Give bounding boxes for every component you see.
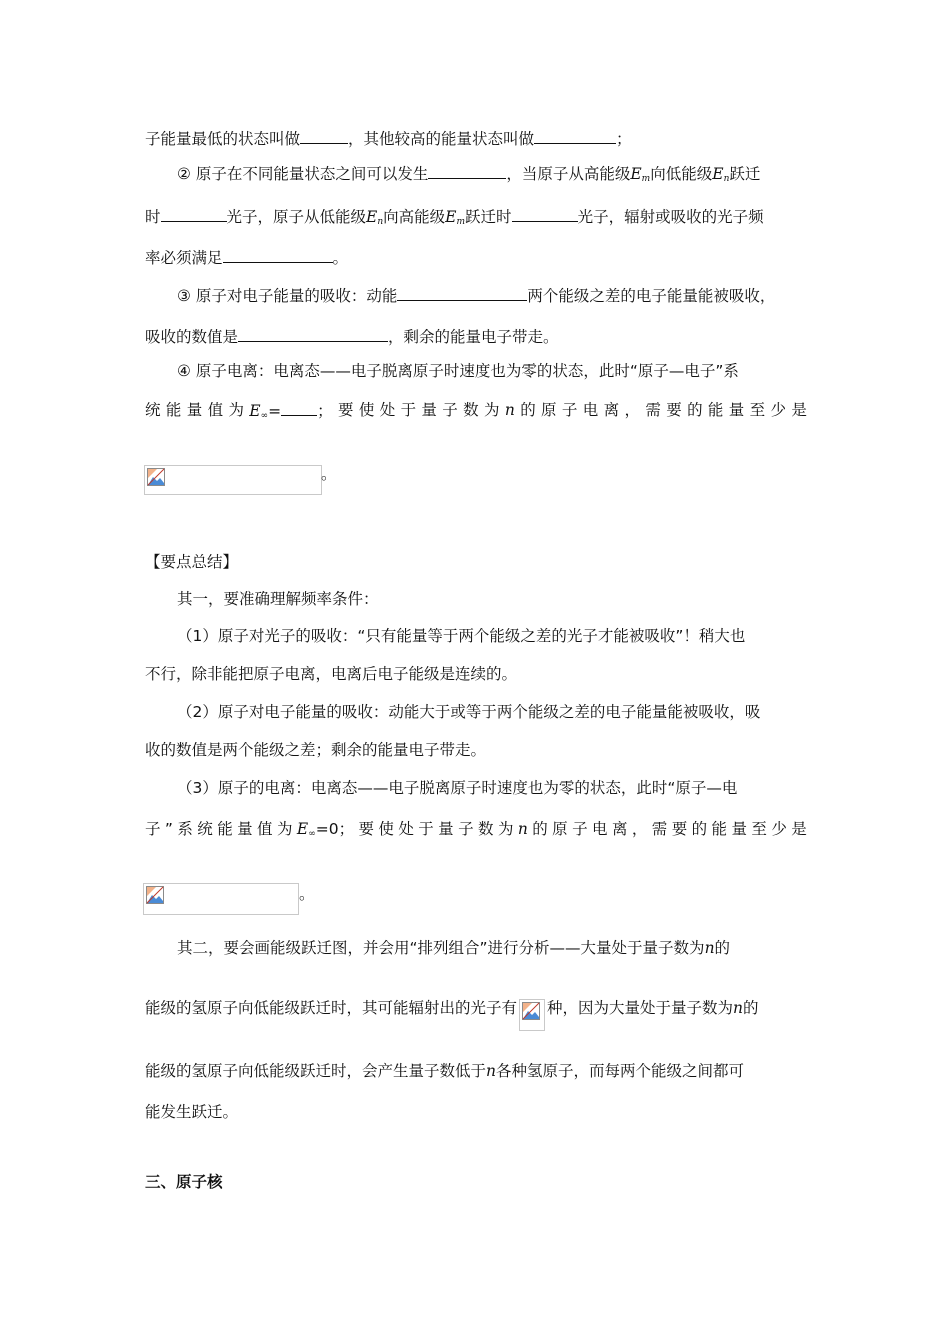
text-char: 能	[711, 820, 728, 838]
text-char: 的	[687, 401, 703, 419]
text-line: 吸收的数值是 ，剩余的能量电子带走。	[145, 328, 559, 346]
fill-blank	[397, 285, 527, 301]
text-char: 统	[197, 820, 213, 838]
text-line: 能级的氢原子向低能级跃迁时，会产生量子数低于n各种氢原子，而每两个能级之间都可	[145, 1062, 745, 1080]
text-line-justified	[145, 819, 807, 844]
text-char: 于	[400, 401, 417, 419]
section-heading: 三、原子核	[145, 1173, 223, 1191]
text-char: 电	[582, 401, 599, 419]
text-char: 需	[651, 820, 668, 838]
text-char: 子	[561, 401, 578, 419]
text-char: 量	[731, 820, 747, 838]
text-char: 使	[358, 401, 375, 419]
text-char: n	[504, 401, 515, 419]
text-line: （2）原子对电子能量的吸收：动能大于或等于两个能级之差的电子能量能被吸收，吸	[177, 703, 761, 721]
text-line: 收的数值是两个能级之差；剩余的能量电子带走。	[145, 741, 487, 759]
text-char: 的	[532, 820, 548, 838]
text-char: 量	[728, 401, 745, 419]
text-char: 少	[771, 820, 787, 838]
formula-image-placeholder	[519, 999, 545, 1031]
text-char: n	[517, 820, 528, 838]
broken-image-icon	[146, 886, 164, 904]
text-char: 使	[378, 820, 394, 838]
text-line: ② 原子在不同能量状态之间可以发生 ，当原子从高能级$E_m$向低能级$E_n$跃迁	[177, 165, 761, 184]
text-line: （1）原子对光子的吸收：“只有能量等于两个能级之差的光子才能被吸收”！稍大也	[177, 627, 746, 645]
text-char: 数	[463, 401, 479, 419]
text-char: $E_\infty=0$；	[296, 820, 355, 839]
summary-heading: 【要点总结】	[145, 553, 239, 571]
text-char: 的	[691, 820, 708, 838]
text-char: 值	[207, 401, 224, 419]
text-char: 子	[145, 820, 161, 838]
fill-blank	[300, 128, 348, 144]
fill-blank	[223, 247, 333, 263]
text-line-justified	[145, 400, 807, 426]
fill-blank	[238, 326, 388, 342]
text-line: 。	[299, 885, 315, 903]
formula-image-placeholder	[143, 883, 299, 915]
text-char: 要	[671, 820, 688, 838]
formula-image-placeholder	[144, 465, 322, 495]
text-line: 其二，要会画能级跃迁图，并会用“排列组合”进行分析——大量处于量子数为n的	[177, 939, 731, 957]
text-char: 能	[217, 820, 233, 838]
fill-blank	[512, 206, 578, 222]
text-char: 子	[572, 820, 588, 838]
text-char: 是	[791, 820, 807, 838]
fill-blank	[161, 206, 227, 222]
text-char: 于	[418, 820, 434, 838]
text-char: 为	[484, 401, 500, 419]
text-char: 的	[520, 401, 536, 419]
text-char: 为	[497, 820, 514, 838]
text-line: ④ 原子电离：电离态——电子脱离原子时速度也为零的状态，此时“原子—电子”系	[177, 362, 739, 380]
text-char: 是	[791, 401, 807, 419]
text-line: 不行，除非能把原子电离，电离后电子能级是连续的。	[145, 665, 518, 683]
text-char: 至	[751, 820, 767, 838]
text-char: $E_\infty=$ ；	[249, 402, 333, 421]
text-line: 率必须满足 。	[145, 249, 349, 267]
text-char: ，	[624, 401, 640, 419]
text-char: 子	[458, 820, 474, 838]
fill-blank	[281, 400, 317, 416]
text-char: 量	[421, 401, 437, 419]
text-line: 其一，要准确理解频率条件：	[177, 590, 379, 608]
text-char: 需	[645, 401, 661, 419]
text-char: 能	[165, 401, 182, 419]
broken-image-icon	[522, 1002, 540, 1020]
text-char: 数	[478, 820, 494, 838]
text-line: 能级的氢原子向低能级跃迁时，其可能辐射出的光子有 种，因为大量处于量子数为n的	[145, 998, 759, 1031]
text-char: 处	[379, 401, 396, 419]
text-char: 少	[770, 401, 787, 419]
text-char: 能	[707, 401, 724, 419]
text-char: 原	[541, 401, 557, 419]
text-char: ，	[631, 820, 648, 838]
text-char: 要	[666, 401, 682, 419]
text-char: 离	[603, 401, 620, 419]
text-char: 量	[438, 820, 454, 838]
text-char: ”	[164, 820, 173, 838]
text-char: 要	[337, 401, 354, 419]
text-char: 子	[442, 401, 458, 419]
text-line: ③ 原子对电子能量的吸收：动能 两个能级之差的电子能量能被吸收，	[177, 287, 776, 305]
text-char: 离	[611, 820, 628, 838]
text-char: 值	[257, 820, 273, 838]
text-char: 量	[186, 401, 203, 419]
text-char: 量	[237, 820, 253, 838]
text-char: 处	[398, 820, 414, 838]
text-char: 至	[749, 401, 766, 419]
text-char: 原	[552, 820, 568, 838]
text-char: 要	[358, 820, 374, 838]
text-line: 能发生跃迁。	[145, 1103, 239, 1121]
text-char: 为	[228, 401, 244, 419]
text-line: 时 光子，原子从低能级$E_n$向高能级$E_m$跃迁时 光子，辐射或吸收的光子频	[145, 208, 764, 227]
fill-blank	[534, 128, 616, 144]
text-char: 系	[177, 820, 193, 838]
fill-blank	[428, 163, 506, 179]
text-char: 电	[592, 820, 608, 838]
text-line: 。	[321, 465, 337, 483]
broken-image-icon	[147, 468, 165, 486]
text-line: 子能量最低的状态叫做 ，其他较高的能量状态叫做 ；	[145, 130, 632, 148]
text-char: 为	[276, 820, 293, 838]
text-char: 统	[145, 401, 161, 419]
text-line: （3）原子的电离：电离态——电子脱离原子时速度也为零的状态，此时“原子—电	[177, 779, 738, 797]
